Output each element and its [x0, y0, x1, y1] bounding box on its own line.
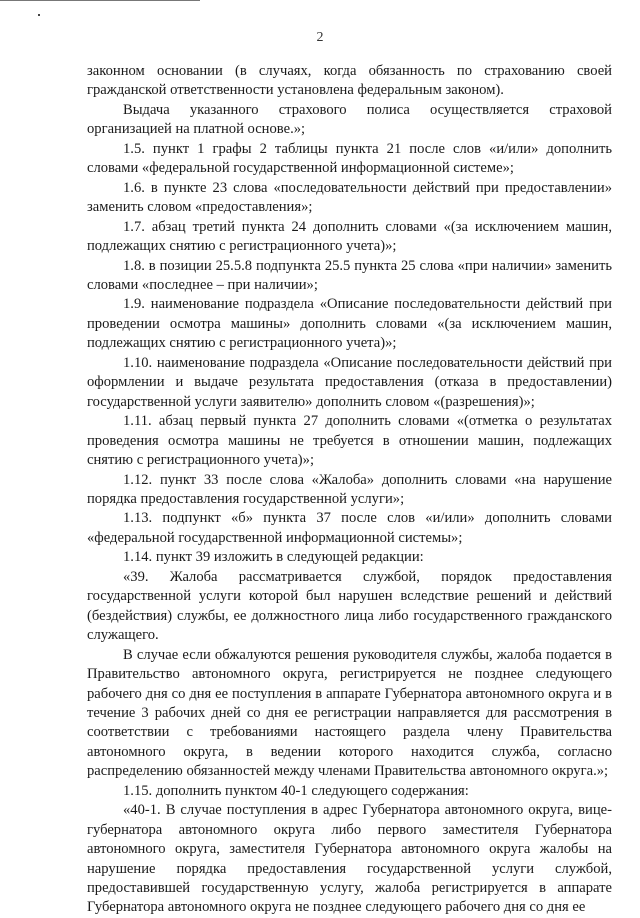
paragraph: 1.9. наименование подраздела «Описание последовательности действий при проведении осмотра машины» дополнить словами «(за исключением машин, подлежащих снятию с регистрационного учета)»;: [87, 296, 612, 352]
paragraph: 1.13. подпункт «б» пункта 37 после слов «и/или» дополнить словами «федеральной государственной информационной системы»;: [87, 510, 612, 546]
paragraph: 1.15. дополнить пунктом 40-1 следующего содержания:: [123, 782, 469, 799]
paragraph: 1.10. наименование подраздела «Описание последовательности действий при оформлении и выдаче результата предоставления (отказа в предоставлении) государственной услуги заявителю» дополнить словом «(разрешения)»;: [87, 354, 612, 410]
paragraph: 1.8. в позиции 25.5.8 подпункта 25.5 пункта 25 слова «при наличии» заменить словами «последнее – при наличии»;: [87, 257, 612, 293]
scan-dot: [38, 14, 40, 16]
paragraph: законном основании (в случаях, когда обязанность по страхованию своей гражданской ответственности установлена федеральным законом).: [87, 63, 612, 99]
paragraph: 1.5. пункт 1 графы 2 таблицы пункта 21 после слов «и/или» дополнить словами «федеральной государственной информационной системе»;: [87, 140, 612, 177]
paragraph: 1.6. в пункте 23 слова «последовательности действий при предоставлении» заменить словом «предоставления»;: [87, 179, 612, 216]
paragraph: «40-1. В случае поступления в адрес Губернатора автономного округа, вице-губернатора автономного округа либо первого заместителя Губернатора автономного округа, заместителя Губернатора автономного округа жалобы на нарушение порядка предоставления государственной услуги службой, предоставившей государственную услугу, жалоба регистрируется в аппарате Губернатора автономного округа не позднее следующего рабочего дня со дня ее: [87, 802, 612, 916]
paragraph: 1.11. абзац первый пункта 27 дополнить словами «(отметка о результатах проведения осмотра машины не требуется в отношении машин, подлежащих снятию с регистрационного учета)»;: [87, 413, 612, 469]
paragraph: Выдача указанного страхового полиса осуществляется страховой организацией на платной основе.»;: [87, 101, 612, 138]
paragraph: «39. Жалоба рассматривается службой, порядок предоставления государственной услуги которой был нарушен вследствие решений и действий (бездействия) службы, ее должностного лица либо государственного гражданского служащего.: [87, 568, 612, 644]
top-scan-line: [0, 0, 200, 1]
page-number: 2: [316, 30, 324, 45]
paragraph: 1.14. пункт 39 изложить в следующей редакции:: [123, 549, 424, 566]
paragraph: 1.12. пункт 33 после слова «Жалоба» дополнить словами «на нарушение порядка предоставления государственной услуги»;: [87, 471, 612, 507]
paragraph: 1.7. абзац третий пункта 24 дополнить словами «(за исключением машин, подлежащих снятию с регистрационного учета)»;: [87, 218, 612, 255]
paragraph: В случае если обжалуются решения руководителя службы, жалоба подается в Правительство автономного округа, регистрируется не позднее следующего рабочего дня со дня ее поступления в аппарате Губернатора автономного округа и в течение 3 рабочих дней со дня ее регистрации направляется для рассмотрения в соответствии с требованиями настоящего раздела члену Правительства автономного округа, в ведении которого находится служба, согласно распределению обязанностей между членами Правительства автономного округа.»;: [87, 646, 612, 780]
document-body: [87, 62, 612, 918]
